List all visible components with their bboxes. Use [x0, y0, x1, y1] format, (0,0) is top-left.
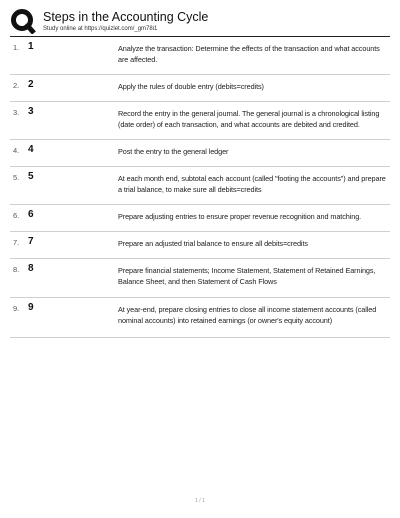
card-definition: Post the entry to the general ledger: [118, 147, 229, 156]
card-definition: At year-end, prepare closing entries to close all income statement accounts (called nominal accounts) into retained earnings (or owner's equity account): [118, 305, 377, 325]
header: [10, 8, 390, 36]
card-term: 3: [28, 106, 34, 117]
card-number: 6.: [13, 211, 20, 220]
quizlet-logo-icon: [10, 8, 36, 34]
card-definition: At each month end, subtotal each account (called "footing the accounts") and prepare a trial balance, to make sure all debits=credits: [118, 174, 386, 194]
card-row: [10, 232, 390, 259]
card-list: [10, 37, 390, 338]
card-row: [10, 75, 390, 102]
card-definition: Prepare financial statements; Income Statement, Statement of Retained Earnings, Balance Sheet, and then Statement of Cash Flows: [118, 266, 376, 286]
card-term: 1: [28, 41, 34, 52]
card-term: 5: [28, 171, 34, 182]
card-number: 8.: [13, 265, 20, 274]
card-row: [10, 298, 390, 338]
page-title: Steps in the Accounting Cycle: [43, 10, 209, 24]
card-term: 2: [28, 79, 34, 90]
card-term: 4: [28, 144, 34, 155]
card-row: [10, 167, 390, 205]
card-definition: Record the entry in the general journal. The general journal is a chronological listing (date order) of each transaction, and what accounts are debited and credited.: [118, 109, 380, 129]
card-term: 9: [28, 302, 34, 313]
card-row: [10, 140, 390, 167]
card-number: 5.: [13, 173, 20, 182]
card-number: 3.: [13, 108, 20, 117]
card-term: 6: [28, 209, 34, 220]
card-definition: Prepare an adjusted trial balance to ensure all debits=credits: [118, 239, 308, 248]
card-number: 2.: [13, 81, 20, 90]
card-number: 1.: [13, 43, 20, 52]
card-row: [10, 102, 390, 140]
card-definition: Apply the rules of double entry (debits=credits): [118, 82, 264, 91]
card-row: [10, 37, 390, 75]
card-number: 9.: [13, 304, 20, 313]
page-number: 1 / 1: [195, 498, 205, 504]
card-definition: Analyze the transaction: Determine the effects of the transaction and what accounts are affected.: [118, 44, 380, 64]
study-online-link[interactable]: Study online at https://quizlet.com/_gm78i1: [43, 26, 158, 32]
card-term: 8: [28, 263, 34, 274]
card-definition: Prepare adjusting entries to ensure proper revenue recognition and matching.: [118, 212, 362, 221]
card-row: [10, 259, 390, 298]
card-term: 7: [28, 236, 34, 247]
card-number: 7.: [13, 238, 20, 247]
card-number: 4.: [13, 146, 20, 155]
card-row: [10, 205, 390, 232]
